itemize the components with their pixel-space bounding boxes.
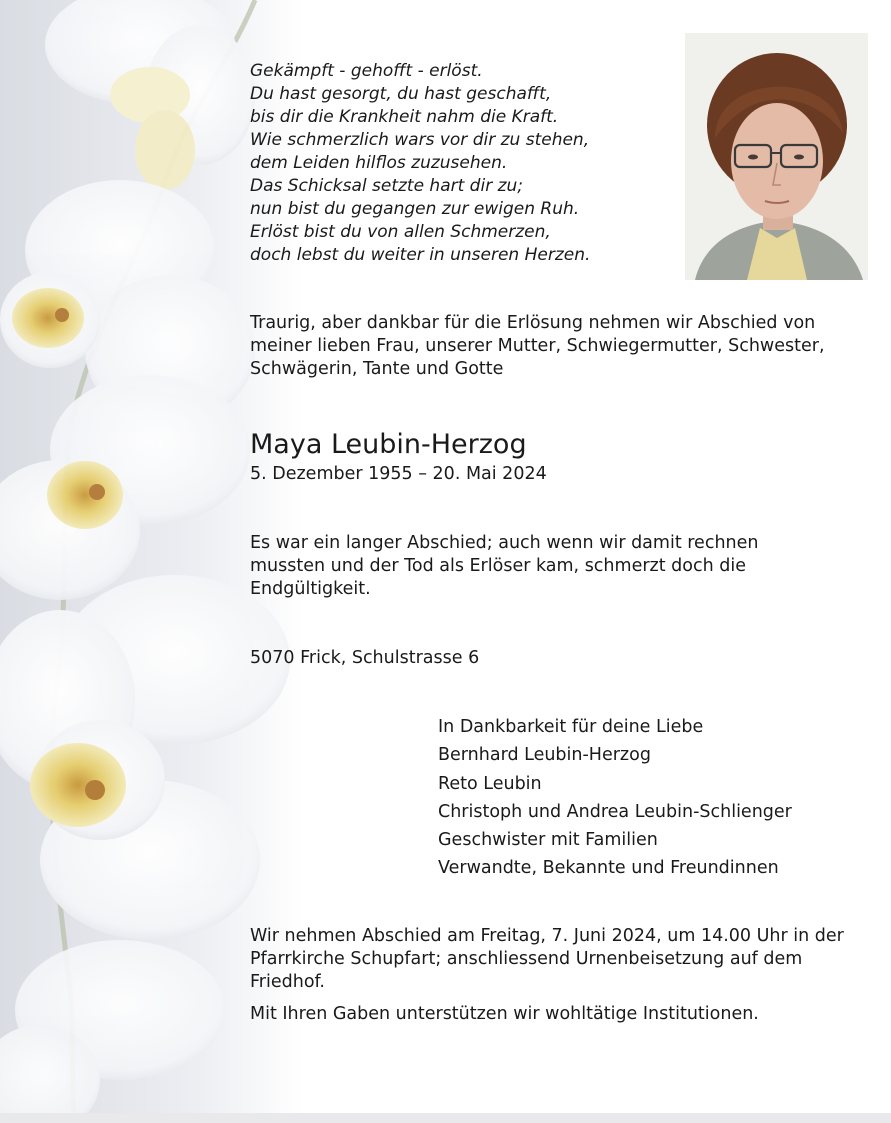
poem-line: bis dir die Krankheit nahm die Kraft. xyxy=(250,107,559,127)
mourner-item: Geschwister mit Familien xyxy=(438,830,658,851)
farewell-message: Es war ein langer Abschied; auch wenn wir damit rechnen mussten und der Tod als Erlöser kam, schmerzt doch die Endgültigkeit. xyxy=(250,533,759,599)
mourners-list xyxy=(438,713,792,883)
bottom-border xyxy=(0,1113,891,1123)
intro-paragraph: Traurig, aber dankbar für die Erlösung nehmen wir Abschied von meiner lieben Frau, unserer Mutter, Schwiegermutter, Schwester, Schwägerin, Tante und Gotte xyxy=(250,313,825,379)
donation-note: Mit Ihren Gaben unterstützen wir wohltätige Institutionen. xyxy=(250,1004,759,1024)
poem-line: Das Schicksal setzte hart dir zu; xyxy=(250,176,524,196)
mourner-item: Bernhard Leubin-Herzog xyxy=(438,745,651,766)
poem xyxy=(250,60,670,267)
poem-line: nun bist du gegangen zur ewigen Ruh. xyxy=(250,199,580,219)
life-dates: 5. Dezember 1955 – 20. Mai 2024 xyxy=(250,464,547,484)
poem-line: Gekämpft - gehofft - erlöst. xyxy=(250,61,483,81)
mourners-heading: In Dankbarkeit für deine Liebe xyxy=(438,717,704,737)
deceased-name: Maya Leubin-Herzog xyxy=(250,429,527,460)
mourner-item: Reto Leubin xyxy=(438,773,542,794)
poem-line: doch lebst du weiter in unseren Herzen. xyxy=(250,245,591,265)
mourner-item: Verwandte, Bekannte und Freundinnen xyxy=(438,858,779,879)
poem-line: Du hast gesorgt, du hast geschafft, xyxy=(250,84,552,104)
poem-line: dem Leiden hilflos zuzusehen. xyxy=(250,153,508,173)
service-info: Wir nehmen Abschied am Freitag, 7. Juni 2024, um 14.00 Uhr in der Pfarrkirche Schupfart; anschliessend Urnenbeisetzung auf dem Friedhof. xyxy=(250,926,844,992)
poem-line: Wie schmerzlich wars vor dir zu stehen, xyxy=(250,130,590,150)
portrait-photo xyxy=(685,33,868,280)
mourner-item: Christoph und Andrea Leubin-Schlienger xyxy=(438,801,792,822)
poem-line: Erlöst bist du von allen Schmerzen, xyxy=(250,222,551,242)
family-address: 5070 Frick, Schulstrasse 6 xyxy=(250,648,480,668)
